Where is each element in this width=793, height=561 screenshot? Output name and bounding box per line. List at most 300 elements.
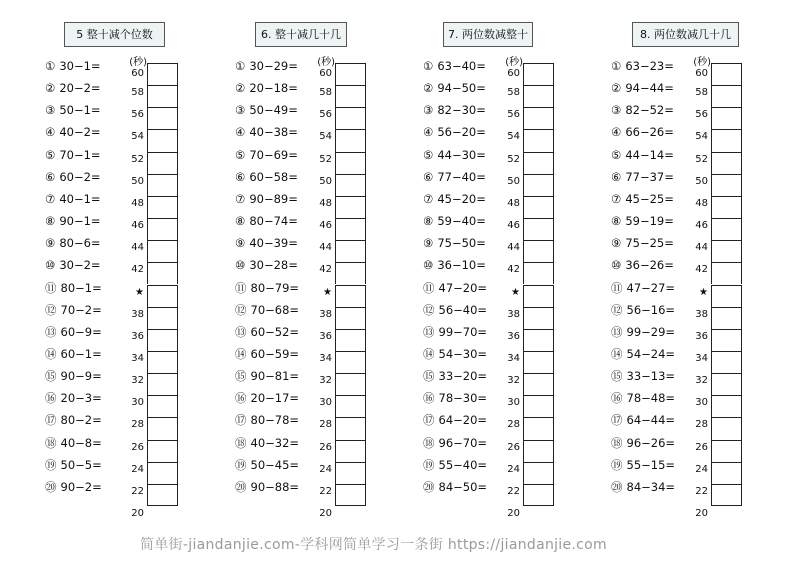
scale-label: 38 — [131, 308, 144, 320]
answer-time-box[interactable] — [711, 329, 742, 351]
problem — [611, 80, 674, 96]
problem-number: ⑲ — [45, 457, 57, 472]
scale-label: 48 — [507, 197, 520, 209]
answer-time-box[interactable] — [711, 462, 742, 484]
problem — [423, 147, 486, 163]
problem — [235, 457, 299, 473]
problem — [611, 479, 675, 495]
answer-time-box[interactable] — [335, 196, 366, 218]
problem-expression: 44−14= — [625, 147, 674, 162]
answer-time-box[interactable] — [711, 484, 742, 506]
problem-expression: 59−19= — [625, 214, 674, 229]
answer-time-box[interactable] — [523, 262, 554, 284]
answer-time-box[interactable] — [711, 440, 742, 462]
scale-label: 26 — [319, 441, 332, 453]
section-title: 7. 两位数减整十 — [443, 22, 533, 47]
answer-time-box[interactable] — [523, 307, 554, 329]
problem-expression: 60−52= — [250, 324, 300, 339]
problem — [423, 390, 487, 406]
problem-expression: 60−58= — [249, 169, 298, 184]
answer-time-box[interactable] — [523, 174, 554, 196]
problem — [423, 479, 487, 495]
answer-time-box[interactable] — [147, 63, 178, 85]
problem — [235, 324, 299, 340]
scale-label: 46 — [319, 220, 332, 232]
answer-time-box[interactable] — [335, 63, 366, 85]
problem-expression: 70−1= — [59, 147, 101, 162]
scale-label: 44 — [695, 242, 708, 254]
answer-time-box[interactable] — [147, 107, 178, 129]
problem-expression: 56−40= — [438, 302, 488, 317]
problem-number: ① — [611, 59, 622, 73]
scale-label: 52 — [695, 153, 708, 165]
problem-number: ⑬ — [45, 324, 57, 339]
problem — [235, 169, 298, 185]
problem — [235, 346, 299, 362]
problem-expression: 60−9= — [60, 324, 102, 339]
scale-label: 34 — [695, 352, 708, 364]
answer-time-box[interactable] — [711, 196, 742, 218]
problem — [611, 147, 674, 163]
problem-number: ③ — [45, 103, 56, 118]
answer-time-box[interactable] — [335, 174, 366, 196]
problem-number: ① — [45, 59, 56, 73]
scale-label: 58 — [319, 87, 332, 99]
scale-label: 48 — [319, 197, 332, 209]
answer-time-box[interactable] — [147, 196, 178, 218]
answer-time-box[interactable] — [711, 351, 742, 373]
scale-label: 26 — [695, 441, 708, 453]
problem-expression: 99−70= — [438, 324, 488, 339]
problem — [235, 213, 298, 229]
scale-label: 36 — [131, 330, 144, 342]
problem-number: ⑰ — [45, 413, 57, 428]
problem-number: ⑪ — [235, 280, 247, 295]
scale-label: 26 — [131, 441, 144, 453]
answer-time-box[interactable] — [147, 285, 178, 307]
answer-time-box[interactable] — [523, 152, 554, 174]
answer-time-box[interactable] — [147, 484, 178, 506]
answer-time-box[interactable] — [147, 440, 178, 462]
problem-expression: 70−2= — [60, 302, 102, 317]
scale-label: 22 — [319, 485, 332, 497]
scale-label: 20 — [131, 508, 144, 519]
problem-expression: 44−30= — [437, 147, 486, 162]
problem-number: ⑯ — [45, 391, 57, 406]
problem-number: ⑲ — [423, 457, 435, 472]
problem — [235, 191, 298, 207]
problem — [235, 368, 299, 384]
answer-time-box[interactable] — [147, 85, 178, 107]
answer-time-box[interactable] — [523, 417, 554, 439]
scale-label: 30 — [319, 397, 332, 409]
problem-number: ⑯ — [423, 391, 435, 406]
answer-time-box[interactable] — [335, 351, 366, 373]
problem — [45, 302, 102, 318]
answer-time-box[interactable] — [711, 285, 742, 307]
problem — [423, 346, 487, 362]
scale-label: 34 — [507, 352, 520, 364]
problem-expression: 40−39= — [249, 236, 298, 251]
scale-label: 50 — [507, 175, 520, 187]
scale-label: 54 — [507, 131, 520, 143]
problem-expression: 40−38= — [249, 125, 298, 140]
problem-expression: 70−68= — [250, 302, 300, 317]
answer-time-box[interactable] — [335, 484, 366, 506]
problem-number: ⑬ — [423, 324, 435, 339]
scale-label: 28 — [695, 419, 708, 431]
problem-expression: 77−40= — [437, 169, 486, 184]
problem — [423, 102, 486, 118]
problem — [423, 302, 487, 318]
unit-label: (秒) — [505, 57, 523, 68]
problem-number: ④ — [235, 125, 246, 140]
scale-label: 22 — [131, 485, 144, 497]
answer-time-box[interactable] — [335, 285, 366, 307]
scale-label: 48 — [131, 197, 144, 209]
problem-expression: 50−5= — [60, 457, 102, 472]
answer-time-box[interactable] — [335, 395, 366, 417]
problem-number: ⑱ — [235, 435, 247, 450]
scale-label: 52 — [507, 153, 520, 165]
scale-label: 52 — [131, 153, 144, 165]
problem — [611, 368, 675, 384]
answer-time-box[interactable] — [523, 107, 554, 129]
problem-number: ⑨ — [423, 236, 434, 251]
problem — [423, 412, 487, 428]
answer-time-box[interactable] — [523, 240, 554, 262]
answer-time-box[interactable] — [147, 240, 178, 262]
problem-expression: 90−88= — [250, 479, 300, 494]
answer-time-box[interactable] — [523, 196, 554, 218]
answer-time-box[interactable] — [335, 440, 366, 462]
problem-expression: 90−1= — [59, 214, 101, 229]
answer-time-box[interactable] — [711, 129, 742, 151]
problem-expression: 40−2= — [59, 125, 101, 140]
problem-number: ⑧ — [423, 214, 434, 229]
scale-label: 36 — [507, 330, 520, 342]
problem — [45, 457, 102, 473]
scale-label: 32 — [319, 375, 332, 387]
problem-expression: 96−70= — [438, 435, 488, 450]
scale-label: 58 — [695, 87, 708, 99]
problem-number: ⑮ — [423, 369, 435, 384]
problem-number: ⑦ — [423, 191, 434, 206]
problem-expression: 82−30= — [437, 103, 486, 118]
problem-expression: 50−49= — [249, 103, 298, 118]
problem-number: ⑰ — [611, 413, 623, 428]
problem-number: ⑫ — [45, 302, 57, 317]
problem-expression: 63−23= — [625, 59, 674, 73]
problem — [45, 324, 102, 340]
answer-time-box[interactable] — [711, 240, 742, 262]
problem-expression: 30−28= — [249, 258, 298, 273]
problem — [423, 257, 486, 273]
problem — [45, 124, 101, 140]
scale-label: 58 — [131, 87, 144, 99]
problem — [423, 213, 486, 229]
problem — [611, 346, 675, 362]
scale-label: 42 — [319, 264, 332, 276]
problem-number: ⑳ — [611, 479, 623, 494]
problem-expression: 54−30= — [438, 346, 488, 361]
answer-time-box[interactable] — [335, 107, 366, 129]
problem-expression: 75−25= — [625, 236, 674, 251]
scale-label: 24 — [131, 463, 144, 475]
answer-time-box[interactable] — [523, 285, 554, 307]
answer-time-box[interactable] — [147, 373, 178, 395]
problem — [235, 147, 298, 163]
problem-expression: 36−10= — [437, 258, 486, 273]
problem — [611, 213, 674, 229]
problem-expression: 70−69= — [249, 147, 298, 162]
scale-label: 56 — [131, 109, 144, 121]
scale-label: 48 — [695, 197, 708, 209]
problem-expression: 90−89= — [249, 191, 298, 206]
problem-expression: 80−78= — [250, 413, 300, 428]
answer-time-box[interactable] — [523, 129, 554, 151]
problem-number: ⑯ — [235, 391, 247, 406]
problem — [423, 191, 486, 207]
scale-label: 38 — [695, 308, 708, 320]
scale-label: ★ — [699, 286, 708, 298]
scale-label: 58 — [507, 87, 520, 99]
answer-time-box[interactable] — [523, 395, 554, 417]
problem — [235, 235, 298, 251]
problem-number: ⑥ — [423, 169, 434, 184]
problem-number: ⑮ — [235, 369, 247, 384]
answer-time-box[interactable] — [335, 129, 366, 151]
scale-label: 34 — [131, 352, 144, 364]
answer-time-box[interactable] — [711, 85, 742, 107]
answer-time-box[interactable] — [335, 240, 366, 262]
problem-expression: 30−1= — [59, 59, 101, 73]
scale-label: 50 — [319, 175, 332, 187]
problem-number: ⑤ — [235, 147, 246, 162]
answer-time-box[interactable] — [711, 417, 742, 439]
scale-label: 52 — [319, 153, 332, 165]
answer-time-box[interactable] — [147, 329, 178, 351]
problem-number: ⑰ — [235, 413, 247, 428]
answer-time-box[interactable] — [147, 152, 178, 174]
problem-expression: 84−50= — [438, 479, 488, 494]
scale-label: 56 — [695, 109, 708, 121]
answer-time-box[interactable] — [523, 218, 554, 240]
problem-number: ⑲ — [235, 457, 247, 472]
problem-expression: 84−34= — [626, 479, 676, 494]
scale-label: 44 — [319, 242, 332, 254]
problem-expression: 94−44= — [625, 81, 674, 96]
answer-time-box[interactable] — [335, 152, 366, 174]
scale-label: 42 — [695, 264, 708, 276]
answer-time-box[interactable] — [711, 373, 742, 395]
problem-number: ④ — [423, 125, 434, 140]
problem-expression: 60−2= — [59, 169, 101, 184]
problem — [45, 435, 102, 451]
answer-time-box[interactable] — [335, 262, 366, 284]
scale-label: 42 — [131, 264, 144, 276]
scale-label: 42 — [507, 264, 520, 276]
answer-time-box[interactable] — [711, 174, 742, 196]
problem-expression: 80−2= — [60, 413, 102, 428]
problem — [45, 280, 102, 296]
unit-label: (秒) — [129, 57, 147, 68]
scale-label: 36 — [319, 330, 332, 342]
problem-expression: 80−6= — [59, 236, 101, 251]
problem — [235, 124, 298, 140]
problem — [423, 457, 487, 473]
problem-expression: 59−40= — [437, 214, 486, 229]
answer-time-box[interactable] — [147, 417, 178, 439]
scale-label: 30 — [695, 397, 708, 409]
answer-time-box[interactable] — [711, 152, 742, 174]
scale-label: 28 — [319, 419, 332, 431]
problem-expression: 64−20= — [438, 413, 488, 428]
problem-number: ⑬ — [611, 324, 623, 339]
scale-label: 54 — [131, 131, 144, 143]
answer-time-box[interactable] — [147, 395, 178, 417]
problem — [45, 147, 101, 163]
scale-label: 60 — [507, 68, 520, 79]
problem-number: ⑧ — [235, 214, 246, 229]
problem — [45, 257, 101, 273]
problem-number: ⑤ — [45, 147, 56, 162]
scale-label: 54 — [695, 131, 708, 143]
problem-expression: 80−74= — [249, 214, 298, 229]
problem-number: ⑳ — [235, 479, 247, 494]
problem — [45, 346, 102, 362]
problem — [45, 390, 102, 406]
problem-number: ⑫ — [235, 302, 247, 317]
problem-expression: 94−50= — [437, 81, 486, 96]
problem-number: ⑰ — [423, 413, 435, 428]
answer-time-box[interactable] — [335, 85, 366, 107]
problem — [423, 324, 487, 340]
scale-label: 38 — [507, 308, 520, 320]
problem-number: ⑦ — [45, 191, 56, 206]
problem-number: ⑱ — [611, 435, 623, 450]
scale-label: 50 — [695, 175, 708, 187]
answer-time-box[interactable] — [523, 85, 554, 107]
scale-label: 46 — [131, 220, 144, 232]
answer-time-box[interactable] — [147, 218, 178, 240]
answer-time-box[interactable] — [147, 351, 178, 373]
problem — [235, 280, 299, 296]
scale-label: 28 — [131, 419, 144, 431]
scale-label: 46 — [507, 220, 520, 232]
problem-expression: 47−27= — [626, 280, 676, 295]
answer-time-box[interactable] — [523, 484, 554, 506]
problem-number: ⑩ — [611, 258, 622, 273]
scale-label: 32 — [507, 375, 520, 387]
problem-expression: 20−3= — [60, 391, 102, 406]
problem-expression: 50−1= — [59, 103, 101, 118]
problem — [423, 80, 486, 96]
answer-time-box[interactable] — [711, 218, 742, 240]
problem-expression: 64−44= — [626, 413, 676, 428]
problem-number: ⑬ — [235, 324, 247, 339]
answer-time-box[interactable] — [523, 462, 554, 484]
problem — [45, 80, 101, 96]
problem-expression: 63−40= — [437, 59, 486, 73]
problem — [611, 169, 674, 185]
answer-time-box[interactable] — [335, 218, 366, 240]
problem-expression: 90−2= — [60, 479, 102, 494]
answer-time-box[interactable] — [147, 462, 178, 484]
problem-number: ⑲ — [611, 457, 623, 472]
problem-number: ⑤ — [423, 147, 434, 162]
problem-number: ⑤ — [611, 147, 622, 162]
scale-label: ★ — [135, 286, 144, 298]
scale-label: 60 — [695, 68, 708, 79]
problem — [423, 280, 487, 296]
problem — [45, 368, 102, 384]
problem — [611, 412, 675, 428]
answer-time-box[interactable] — [711, 395, 742, 417]
problem — [235, 479, 299, 495]
problem-expression: 77−37= — [625, 169, 674, 184]
section-title: 5 整十减个位数 — [64, 22, 165, 47]
problem — [45, 58, 101, 74]
answer-time-box[interactable] — [335, 307, 366, 329]
problem — [423, 235, 486, 251]
answer-time-box[interactable] — [335, 417, 366, 439]
problem-number: ④ — [45, 125, 56, 140]
problem-expression: 66−26= — [625, 125, 674, 140]
problem — [423, 169, 486, 185]
problem-expression: 75−50= — [437, 236, 486, 251]
problem-expression: 33−13= — [626, 369, 676, 384]
answer-time-box[interactable] — [335, 329, 366, 351]
answer-time-box[interactable] — [147, 174, 178, 196]
answer-time-box[interactable] — [523, 63, 554, 85]
scale-label: 20 — [319, 508, 332, 519]
problem-expression: 78−30= — [438, 391, 488, 406]
answer-time-box[interactable] — [711, 107, 742, 129]
problem-expression: 60−1= — [60, 346, 102, 361]
problem-number: ⑥ — [45, 169, 56, 184]
problem-number: ⑪ — [611, 280, 623, 295]
answer-time-box[interactable] — [711, 63, 742, 85]
scale-label: 60 — [319, 68, 332, 79]
scale-label: 26 — [507, 441, 520, 453]
answer-time-box[interactable] — [711, 262, 742, 284]
answer-time-box[interactable] — [147, 307, 178, 329]
answer-time-box[interactable] — [711, 307, 742, 329]
answer-time-box[interactable] — [523, 373, 554, 395]
problem-expression: 50−45= — [250, 457, 300, 472]
scale-label: 54 — [319, 131, 332, 143]
answer-time-box[interactable] — [523, 440, 554, 462]
answer-time-box[interactable] — [335, 462, 366, 484]
problem-expression: 55−15= — [626, 457, 676, 472]
problem — [235, 102, 298, 118]
problem-expression: 36−26= — [625, 258, 674, 273]
answer-time-box[interactable] — [523, 351, 554, 373]
problem — [235, 302, 299, 318]
problem-number: ⑫ — [423, 302, 435, 317]
scale-label: 30 — [131, 397, 144, 409]
answer-time-box[interactable] — [147, 129, 178, 151]
problem-number: ② — [45, 81, 56, 96]
problem-number: ⑱ — [45, 435, 57, 450]
answer-time-box[interactable] — [335, 373, 366, 395]
problem — [45, 412, 102, 428]
answer-time-box[interactable] — [523, 329, 554, 351]
answer-time-box[interactable] — [147, 262, 178, 284]
scale-label: 24 — [507, 463, 520, 475]
problem-expression: 82−52= — [625, 103, 674, 118]
